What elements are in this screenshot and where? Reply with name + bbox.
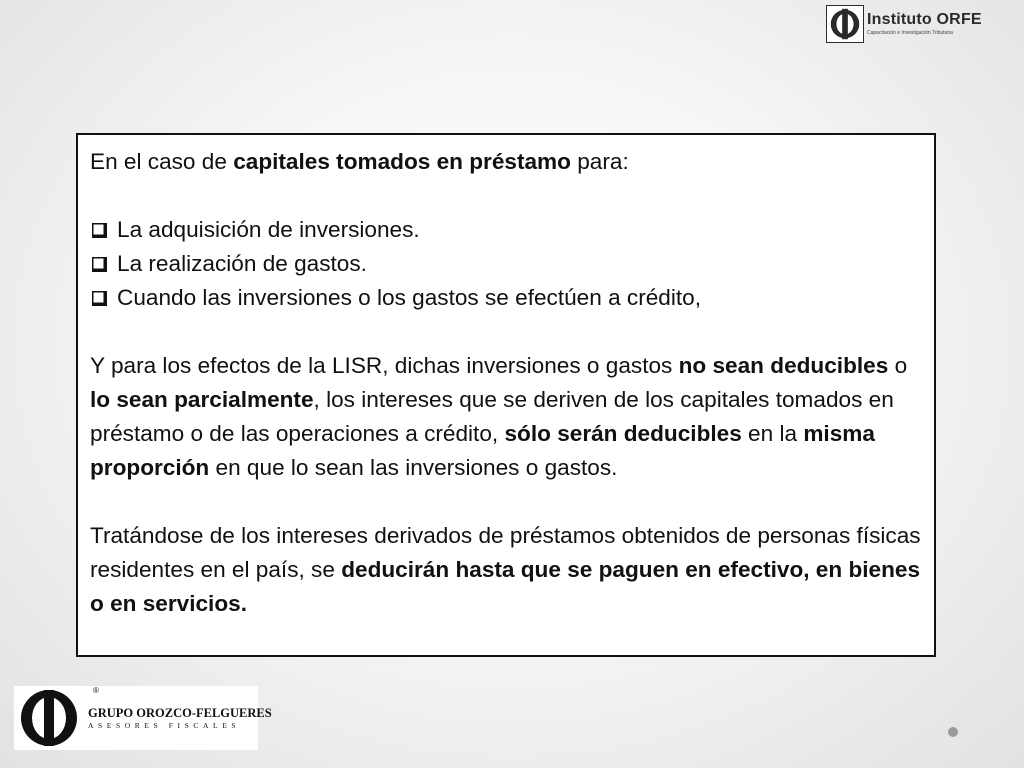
bullet-text: Cuando las inversiones o los gastos se efectúen a crédito, xyxy=(117,285,702,310)
checkbox-bullet-icon xyxy=(92,291,107,306)
content-box xyxy=(76,133,936,657)
checkbox-bullet-icon xyxy=(92,223,107,238)
company-name: GRUPO OROZCO-FELGUERES xyxy=(88,705,272,720)
bullet-text: La realización de gastos. xyxy=(117,251,367,276)
checkbox-bullet-icon xyxy=(92,257,107,272)
paragraph-individuals: Tratándose de los intereses derivados de préstamos obtenidos de personas físicas residentes en el país, se deducirán hasta que se paguen en efectivo, en bienes o en servicios. xyxy=(90,523,921,616)
bullet-text: La adquisición de inversiones. xyxy=(117,217,420,242)
bullet-item xyxy=(90,247,922,281)
company-subtitle: ASESORES FISCALES xyxy=(88,721,241,730)
logo-name: Instituto ORFE xyxy=(867,11,982,28)
phi-emblem-icon xyxy=(826,5,864,43)
slide-indicator-dot xyxy=(948,727,958,737)
registered-mark: ® xyxy=(93,686,99,695)
logo-tagline: Capacitación e Investigación Tributaria xyxy=(867,30,953,36)
grupo-orozco-felgueres-logo xyxy=(14,686,272,750)
bullet-item xyxy=(90,281,922,315)
paragraph-deductibility: Y para los efectos de la LISR, dichas inversiones o gastos no sean deducibles o lo sean parcialmente, los intereses que se deriven de los capitales tomados en préstamo o de las operaciones a crédito, sólo serán deducibles en la misma proporción en que lo sean las inversiones o gastos. xyxy=(90,353,908,480)
intro-line: En el caso de capitales tomados en préstamo para: xyxy=(90,149,629,174)
bullet-item xyxy=(90,213,922,247)
instituto-orfe-logo xyxy=(826,4,991,44)
phi-emblem-icon xyxy=(16,687,82,749)
